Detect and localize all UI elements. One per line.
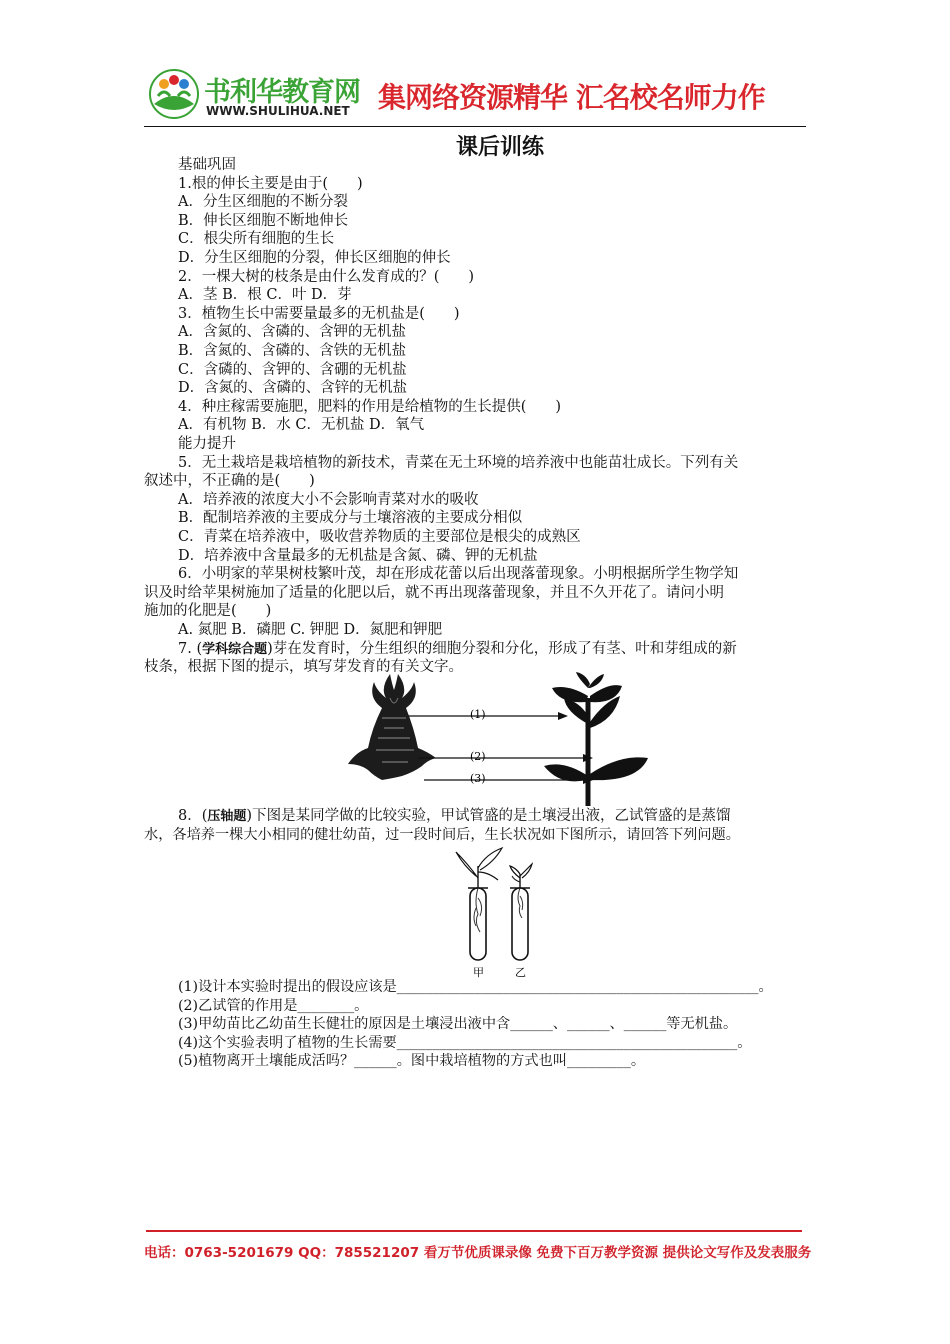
question-6-line-1: 6．小明家的苹果树枝繁叶茂，却在形成花蕾以后出现落蕾现象。小明根据所学生物学知 — [178, 566, 739, 583]
brand-url: WWW.SHULIHUA.NET — [206, 104, 350, 118]
question-4-options: A．有机物 B．水 C．无机盐 D．氧气 — [178, 417, 425, 434]
section-basic: 基础巩固 — [178, 157, 236, 173]
question-8-part-4: (4)这个实验表明了植物的生长需要________________________________________________。 — [178, 1034, 752, 1051]
header-divider — [144, 126, 806, 127]
tube-jia — [456, 848, 502, 960]
question-7-line-1 — [178, 640, 737, 660]
header — [140, 62, 808, 128]
question-5-line-1: 5．无土栽培是栽培植物的新技术，青菜在无土环境的培养液中也能苗壮成长。下列有关 — [178, 454, 739, 471]
question-7-prefix: 7. ( — [178, 640, 203, 657]
question-8-part-5: (5)植物离开土壤能成活吗？______。图中栽培植物的方式也叫_________。 — [178, 1053, 646, 1070]
footer-contact: 电话：0763-5201679 QQ：785521207 看万节优质课录像 免费下百万教学资源 提供论文写作及发表服务 — [144, 1245, 812, 1261]
tube-label-jia: 甲 — [473, 966, 484, 979]
page-title: 课后训练 — [455, 135, 544, 160]
question-7-tag: 学科综合题 — [202, 641, 268, 657]
question-8-prefix: 8．( — [178, 808, 208, 824]
question-7-line-2: 枝条，根据下图的提示，填写芽发育的有关文字。 — [144, 659, 463, 676]
question-6-line-2: 识及时给苹果树施加了适量的化肥以后，就不再出现落蕾现象，并且不久开花了。请问小明 — [144, 584, 724, 601]
question-1-option-b: B．伸长区细胞不断地伸长 — [178, 212, 349, 229]
bud-illustration — [348, 674, 436, 780]
header-slogan: 集网络资源精华 汇名校名师力作 — [378, 81, 765, 114]
question-8-part-3: (3)甲幼苗比乙幼苗生长健壮的原因是土壤浸出液中含______、______、______等无机盐。 — [178, 1016, 738, 1033]
bud-label-1: (1) — [470, 708, 486, 721]
question-3-option-c: C．含磷的、含钾的、含硼的无机盐 — [178, 361, 407, 378]
question-5-option-a: A．培养液的浓度大小不会影响青菜对水的吸收 — [178, 491, 479, 508]
question-3: 3．植物生长中需要量最多的无机盐是( ) — [178, 305, 460, 322]
bud-label-2: (2) — [470, 750, 486, 763]
section-advanced: 能力提升 — [178, 436, 236, 452]
question-3-option-a: A．含氮的、含磷的、含钾的无机盐 — [178, 324, 406, 341]
bud-development-figure — [338, 668, 658, 808]
footer-divider — [146, 1230, 802, 1232]
question-1-option-c: C．根尖所有细胞的生长 — [178, 231, 335, 248]
question-5-line-2: 叙述中，不正确的是( ) — [144, 473, 315, 490]
question-2-options: A．茎 B．根 C．叶 D．芽 — [178, 287, 352, 304]
question-2: 2．一棵大树的枝条是由什么发育成的？( ) — [178, 268, 475, 285]
tube-label-yi: 乙 — [515, 966, 526, 979]
question-3-option-d: D．含氮的、含磷的、含锌的无机盐 — [178, 380, 408, 397]
question-8-part-2: (2)乙试管的作用是________。 — [178, 997, 369, 1014]
question-5-option-d: D．培养液中含量最多的无机盐是含氮、磷、钾的无机盐 — [178, 547, 538, 564]
question-8-text: )下图是某同学做的比较实验，甲试管盛的是土壤浸出液，乙试管盛的是蒸馏 — [246, 808, 731, 824]
bud-label-3: (3) — [470, 772, 486, 785]
question-4: 4．种庄稼需要施肥，肥料的作用是给植物的生长提供( ) — [178, 398, 562, 415]
question-8-part-1: (1)设计本实验时提出的假设应该是___________________________________________________。 — [178, 979, 773, 995]
brand-name: 书利华教育网 — [204, 77, 360, 108]
branch-illustration — [544, 672, 648, 806]
test-tubes-figure — [444, 842, 544, 982]
question-8-tag: 压轴题 — [207, 809, 247, 824]
question-3-option-b: B．含氮的、含磷的、含铁的无机盐 — [178, 343, 407, 359]
question-8-line-1 — [178, 807, 731, 827]
logo-icon — [148, 68, 200, 120]
question-6-line-3: 施加的化肥是( ) — [144, 603, 272, 620]
question-1: 1.根的伸长主要是由于( ) — [178, 175, 363, 192]
tube-yi — [510, 864, 532, 960]
question-5-option-b: B．配制培养液的主要成分与土壤溶液的主要成分相似 — [178, 510, 523, 527]
question-8-line-2: 水，各培养一棵大小相同的健壮幼苗，过一段时间后，生长状况如下图所示，请回答下列问题。 — [144, 827, 740, 843]
question-1-option-a: A．分生区细胞的不断分裂 — [178, 194, 348, 211]
question-1-option-d: D．分生区细胞的分裂，伸长区细胞的伸长 — [178, 250, 451, 266]
question-7-text: )芽在发育时，分生组织的细胞分裂和分化，形成了有茎、叶和芽组成的新 — [267, 640, 737, 657]
question-5-option-c: C．青菜在培养液中，吸收营养物质的主要部位是根尖的成熟区 — [178, 529, 581, 545]
question-6-options: A. 氮肥 B．磷肥 C. 钾肥 D．氮肥和钾肥 — [178, 622, 443, 638]
